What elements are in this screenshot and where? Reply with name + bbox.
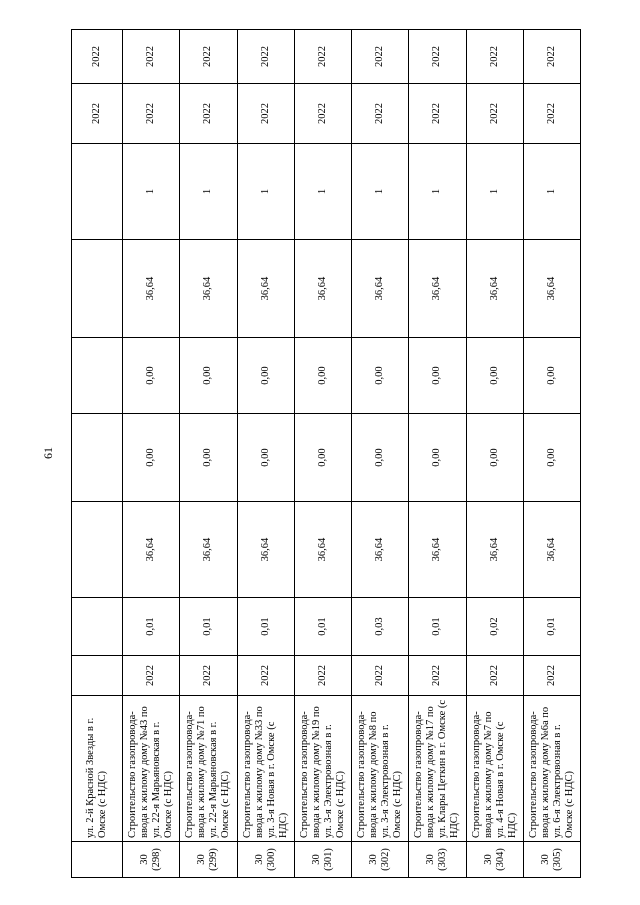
cell-value: 1 xyxy=(523,144,580,240)
row-number: 30 xyxy=(368,854,380,865)
cell-value: 36,64 xyxy=(352,240,409,338)
row-subnumber: (298) xyxy=(151,848,163,871)
cell-year-start: 2022 xyxy=(72,84,123,144)
cell-year: 2022 xyxy=(466,656,523,696)
row-number: 30 xyxy=(425,854,437,865)
cell-year-start: 2022 xyxy=(523,84,580,144)
page-number: 61 xyxy=(41,447,55,459)
cell-year: 2022 xyxy=(409,656,466,696)
row-number: 30 xyxy=(253,854,265,865)
cell-value: 0,00 xyxy=(180,338,237,414)
row-number: 30 xyxy=(196,854,208,865)
cell-value: 1 xyxy=(352,144,409,240)
cell-value: 0,01 xyxy=(523,598,580,656)
cell-value: 0,01 xyxy=(180,598,237,656)
cell-year-end: 2022 xyxy=(523,30,580,84)
cell-value: 1 xyxy=(123,144,180,240)
cell-year-start: 2022 xyxy=(409,84,466,144)
table-row xyxy=(294,30,351,878)
cell-year-start: 2022 xyxy=(123,84,180,144)
cell-name: ул. 2-й Красной Звезды в г. Омске (с НДС) xyxy=(72,696,123,842)
cell-year-start: 2022 xyxy=(352,84,409,144)
cell-value: 36,64 xyxy=(523,502,580,598)
row-number: 30 xyxy=(310,854,322,865)
cell-year-start: 2022 xyxy=(466,84,523,144)
cell-year-start: 2022 xyxy=(180,84,237,144)
cell-name: Строительство газопровода-ввода к жилому дому №6а по ул. 6-я Электровозная в г. Омске (с НДС) xyxy=(523,696,580,842)
cell-value: 0,00 xyxy=(466,414,523,502)
cell-value: 0,02 xyxy=(466,598,523,656)
cell-value: 0,00 xyxy=(409,338,466,414)
cell-num xyxy=(352,842,409,878)
cell-value: 1 xyxy=(466,144,523,240)
cell-year: 2022 xyxy=(237,656,294,696)
table-row-continuation xyxy=(72,30,123,878)
cell-value: 0,01 xyxy=(294,598,351,656)
table-row xyxy=(180,30,237,878)
rotated-table-container xyxy=(71,30,581,878)
cell-value: 0,00 xyxy=(352,338,409,414)
cell-num xyxy=(523,842,580,878)
cell-year: 2022 xyxy=(180,656,237,696)
cell-year-end: 2022 xyxy=(409,30,466,84)
cell-value xyxy=(72,338,123,414)
cell-year xyxy=(72,656,123,696)
cell-name: Строительство газопровода-ввода к жилому дому №43 по ул. 22-я Марьяновская в г. Омске (с НДС) xyxy=(123,696,180,842)
table-row xyxy=(523,30,580,878)
cell-value xyxy=(72,598,123,656)
cell-value: 36,64 xyxy=(352,502,409,598)
cell-year: 2022 xyxy=(523,656,580,696)
table-row xyxy=(409,30,466,878)
cell-value: 0,03 xyxy=(352,598,409,656)
cell-value: 36,64 xyxy=(123,240,180,338)
cell-value: 0,00 xyxy=(523,414,580,502)
table-row xyxy=(352,30,409,878)
cell-value xyxy=(72,240,123,338)
cell-value: 0,00 xyxy=(294,338,351,414)
cell-num xyxy=(180,842,237,878)
cell-value: 0,00 xyxy=(523,338,580,414)
cell-value: 0,00 xyxy=(123,414,180,502)
cell-value: 0,00 xyxy=(180,414,237,502)
row-subnumber: (305) xyxy=(551,848,563,871)
cell-value: 1 xyxy=(409,144,466,240)
cell-value: 0,01 xyxy=(409,598,466,656)
table-frame xyxy=(71,30,581,878)
row-subnumber: (303) xyxy=(437,848,449,871)
cell-year: 2022 xyxy=(352,656,409,696)
cell-value: 0,01 xyxy=(237,598,294,656)
cell-value: 36,64 xyxy=(466,240,523,338)
cell-num xyxy=(123,842,180,878)
cell-year-end: 2022 xyxy=(72,30,123,84)
cell-name: Строительство газопровода-ввода к жилому дому №19 по ул. 3-я Электровозная в г. Омске (с НДС) xyxy=(294,696,351,842)
cell-year-end: 2022 xyxy=(466,30,523,84)
cell-value: 36,64 xyxy=(237,240,294,338)
cell-value: 0,00 xyxy=(237,338,294,414)
cell-value: 0,00 xyxy=(466,338,523,414)
row-number: 30 xyxy=(139,854,151,865)
table-row xyxy=(466,30,523,878)
cell-value: 1 xyxy=(237,144,294,240)
cell-num xyxy=(237,842,294,878)
cell-num xyxy=(294,842,351,878)
cell-value: 1 xyxy=(180,144,237,240)
cell-value: 36,64 xyxy=(180,502,237,598)
cell-value: 0,00 xyxy=(294,414,351,502)
cell-value: 0,00 xyxy=(352,414,409,502)
cell-value: 0,00 xyxy=(123,338,180,414)
cell-year-end: 2022 xyxy=(123,30,180,84)
cell-value: 36,64 xyxy=(237,502,294,598)
cell-num xyxy=(72,842,123,878)
cell-value: 36,64 xyxy=(180,240,237,338)
cell-value xyxy=(72,144,123,240)
cell-value xyxy=(72,414,123,502)
cell-year-end: 2022 xyxy=(294,30,351,84)
cell-num xyxy=(409,842,466,878)
cell-year-start: 2022 xyxy=(294,84,351,144)
cell-value: 0,00 xyxy=(409,414,466,502)
row-subnumber: (302) xyxy=(380,848,392,871)
cell-value: 0,00 xyxy=(237,414,294,502)
table-row xyxy=(123,30,180,878)
row-number: 30 xyxy=(482,854,494,865)
cell-value xyxy=(72,502,123,598)
cell-num xyxy=(466,842,523,878)
cell-year: 2022 xyxy=(294,656,351,696)
row-subnumber: (301) xyxy=(322,848,334,871)
cell-value: 36,64 xyxy=(409,240,466,338)
cell-value: 36,64 xyxy=(294,502,351,598)
row-number: 30 xyxy=(539,854,551,865)
row-subnumber: (300) xyxy=(265,848,277,871)
cell-value: 36,64 xyxy=(523,240,580,338)
cell-year-end: 2022 xyxy=(352,30,409,84)
row-subnumber: (299) xyxy=(208,848,220,871)
cell-value: 1 xyxy=(294,144,351,240)
cell-value: 0,01 xyxy=(123,598,180,656)
cell-value: 36,64 xyxy=(123,502,180,598)
cell-year-end: 2022 xyxy=(237,30,294,84)
cell-name: Строительство газопровода-ввода к жилому дому №33 по ул. 3-я Новая в г. Омске (с НДС) xyxy=(237,696,294,842)
cell-name: Строительство газопровода-ввода к жилому дому №8 по ул. 3-я Электровозная в г. Омске (с НДС) xyxy=(352,696,409,842)
cell-value: 36,64 xyxy=(466,502,523,598)
cell-year-start: 2022 xyxy=(237,84,294,144)
cell-value: 36,64 xyxy=(294,240,351,338)
cell-name: Строительство газопровода-ввода к жилому дому №71 по ул. 22-я Марьяновская в г. Омске (с НДС) xyxy=(180,696,237,842)
cell-value: 36,64 xyxy=(409,502,466,598)
row-subnumber: (304) xyxy=(494,848,506,871)
cell-year-end: 2022 xyxy=(180,30,237,84)
cell-year: 2022 xyxy=(123,656,180,696)
cell-name: Строительство газопровода-ввода к жилому дому №7 по ул. 4-я Новая в г. Омске (с НДС) xyxy=(466,696,523,842)
cell-name: Строительство газопровода-ввода к жилому дому №17 по ул. Клары Цеткин в г. Омске (с НДС) xyxy=(409,696,466,842)
investment-table xyxy=(71,29,581,878)
table-row xyxy=(237,30,294,878)
